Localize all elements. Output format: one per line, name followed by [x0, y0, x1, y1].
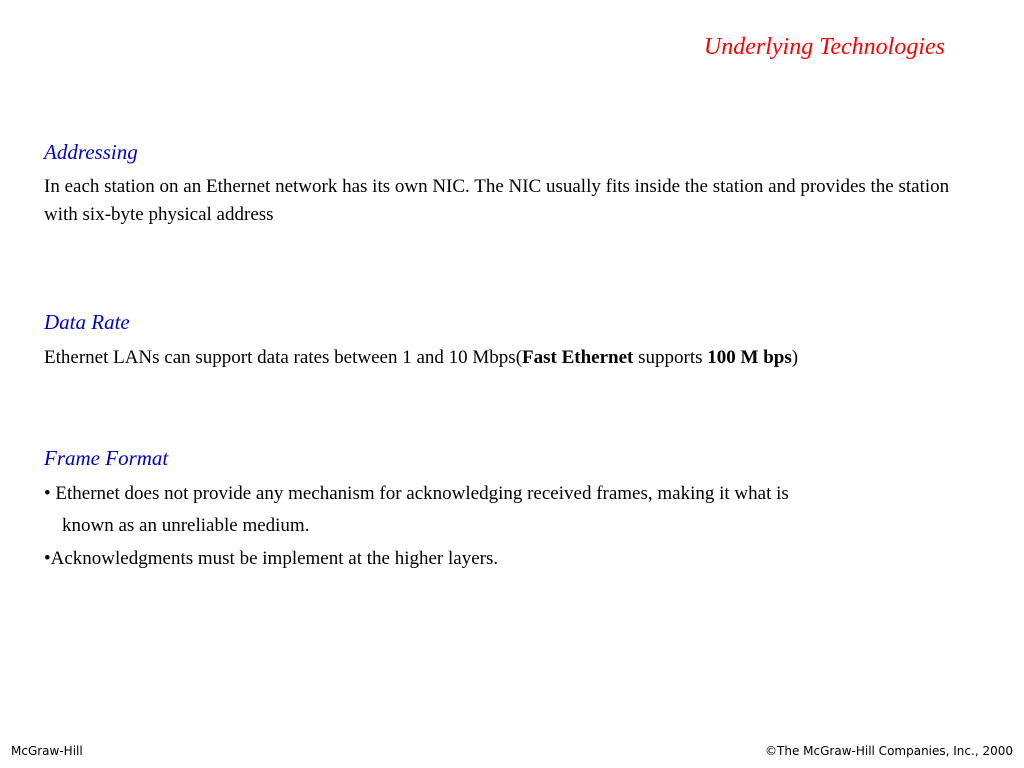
data-rate-body-suffix: )	[791, 347, 799, 368]
addressing-body: In each station on an Ethernet network has its own NIC. The NIC usually fits inside the station and provides the station with six-byte physical address	[44, 176, 950, 225]
footer-copyright: ©The McGraw-Hill Companies, Inc., 2000	[765, 744, 1013, 758]
frame-format-heading: Frame Format	[44, 446, 169, 470]
fast-ethernet-term: Fast Ethernet	[522, 347, 634, 368]
data-rate-body-prefix: Ethernet LANs can support data rates between 1 and 10 Mbps(	[44, 347, 523, 368]
data-rate-body-middle: supports	[633, 347, 708, 368]
footer-publisher: McGraw-Hill	[11, 744, 83, 758]
slide-title: Underlying Technologies	[703, 34, 945, 60]
fast-ethernet-speed: 100 M bps	[707, 347, 792, 368]
frame-format-bullet-2: •Acknowledgments must be implement at the higher layers.	[44, 548, 499, 569]
data-rate-heading: Data Rate	[44, 310, 130, 334]
data-rate-body	[44, 344, 798, 372]
frame-format-bullet-1: • Ethernet does not provide any mechanism for acknowledging received frames, making it what is	[44, 483, 789, 504]
frame-format-bullet-1-continuation: known as an unreliable medium.	[62, 515, 310, 536]
addressing-heading: Addressing	[44, 140, 138, 164]
